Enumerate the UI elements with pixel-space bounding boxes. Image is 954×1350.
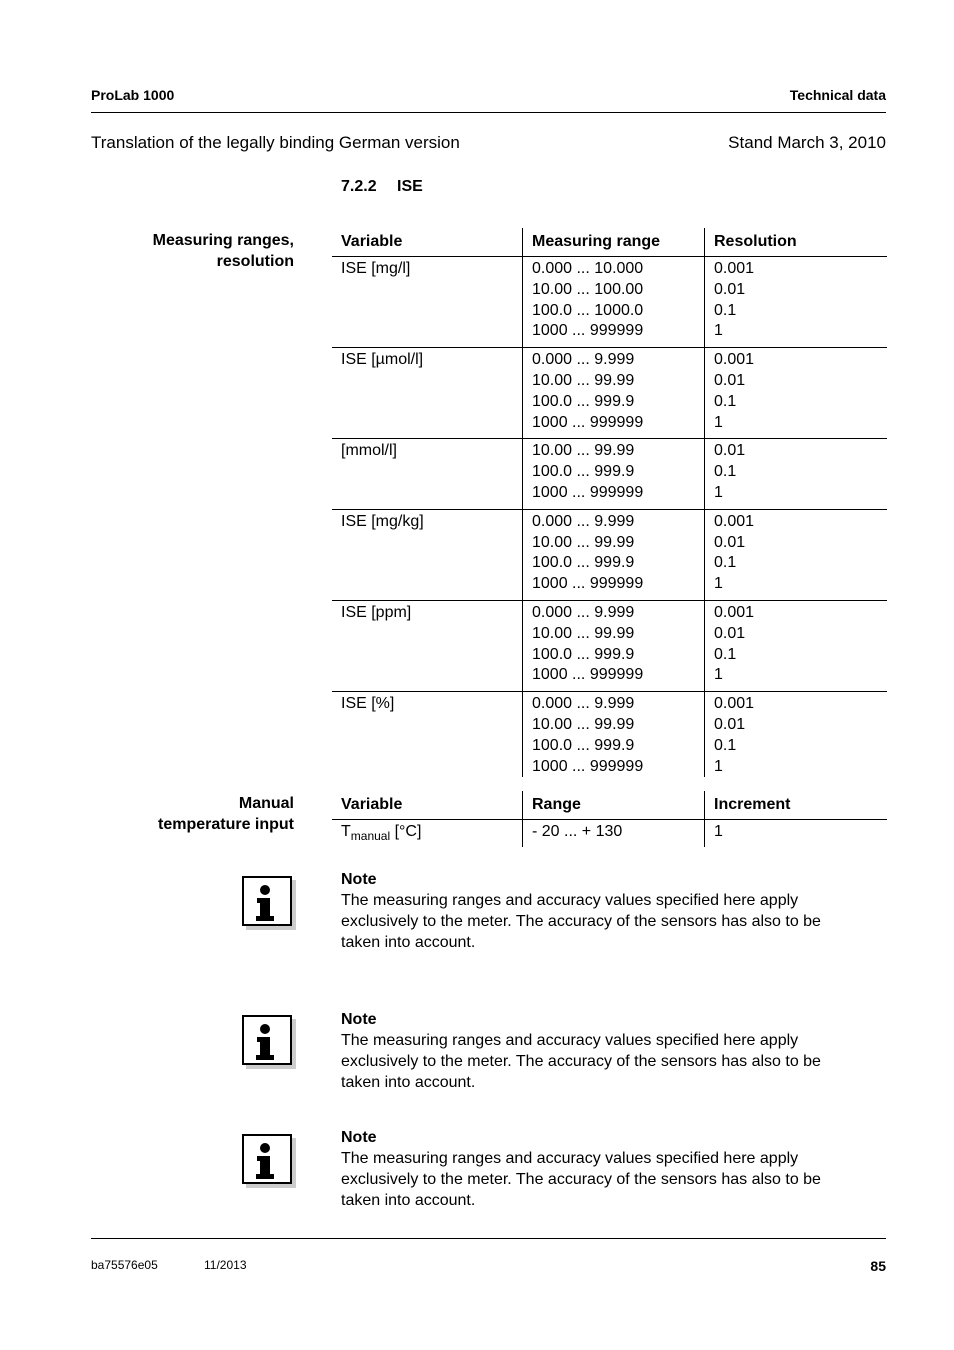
resolution-cell: 0.001 0.01 0.1 1 [705,348,888,439]
variable-cell: $T_{manual}$ [°C] [341,823,422,844]
range-cell: - 20 ... + 130 [523,820,705,847]
variable-cell: ISE [%] [332,692,523,778]
col-variable: Variable [332,228,523,257]
note-text: taken into account. [341,1074,476,1091]
range-cell: 10.00 ... 99.99 100.0 ... 999.9 1000 ... 999999 [523,439,705,509]
col-measuring-range: Measuring range [523,228,705,257]
doc-date: 11/2013 [204,1258,247,1272]
manual-temp-table [332,791,887,847]
note-1 [341,869,886,953]
variable-cell: ISE [mg/l] [341,260,411,277]
range-cell: 0.000 ... 9.999 10.00 ... 99.99 100.0 ... 999.9 1000 ... 999999 [523,509,705,600]
resolution-cell: 0.001 0.01 0.1 1 [705,509,888,600]
resolution-cell: 0.001 0.01 0.1 1 [705,600,888,691]
col-range: Range [523,791,705,820]
col-increment: Increment [705,791,888,820]
footer-rule [91,1238,886,1239]
note-text: exclusively to the meter. The accuracy of the sensors has also to be [341,913,821,930]
range-cell: 0.000 ... 9.999 10.00 ... 99.99 100.0 ... 999.9 1000 ... 999999 [523,600,705,691]
translation-note: Translation of the legally binding German version [91,133,460,152]
range-cell: 0.000 ... 9.999 10.00 ... 99.99 100.0 ... 999.9 1000 ... 999999 [523,348,705,439]
section-heading [341,178,423,196]
note-text: The measuring ranges and accuracy values specified here apply [341,892,799,909]
col-variable: Variable [332,791,523,820]
note-text: taken into account. [341,1192,476,1209]
resolution-cell: 0.001 0.01 0.1 1 [705,692,888,778]
table-row [332,257,887,348]
info-icon [242,1015,296,1069]
info-icon [242,876,296,930]
note-title: Note [341,1011,377,1028]
stand-date: Stand March 3, 2010 [728,133,886,152]
range-cell: 0.000 ... 10.000 10.00 ... 100.00 100.0 ... 1000.0 1000 ... 999999 [523,257,705,348]
note-title: Note [341,1129,377,1146]
note-text: exclusively to the meter. The accuracy of the sensors has also to be [341,1171,821,1188]
info-icon [242,1134,296,1188]
page-number: 85 [870,1258,886,1274]
variable-cell: ISE [µmol/l] [332,348,523,439]
manual-temp-side-label: Manual temperature input [157,795,294,833]
range-cell: 0.000 ... 9.999 10.00 ... 99.99 100.0 ... 999.9 1000 ... 999999 [523,692,705,778]
note-text: The measuring ranges and accuracy values specified here apply [341,1032,799,1049]
variable-cell: [mmol/l] [332,439,523,509]
ranges-side-label: Measuring ranges, resolution [152,232,294,270]
note-text: exclusively to the meter. The accuracy of the sensors has also to be [341,1053,821,1070]
note-2 [341,1009,886,1093]
resolution-cell: 0.001 0.01 0.1 1 [705,257,888,348]
variable-cell: ISE [mg/kg] [332,509,523,600]
note-3 [341,1127,886,1211]
note-title: Note [341,871,377,888]
manual-temp-table-header [332,791,887,820]
table-row [332,692,887,778]
col-resolution: Resolution [705,228,888,257]
header-chapter-title: Technical data [789,87,886,103]
header-rule [91,112,886,113]
increment-cell: 1 [705,820,888,847]
section-number: 7.2.2 [341,178,377,195]
note-text: taken into account. [341,934,476,951]
section-title: ISE [397,178,423,195]
variable-cell: ISE [ppm] [332,600,523,691]
resolution-cell: 0.01 0.1 1 [705,439,888,509]
table-row [332,348,887,439]
note-text: The measuring ranges and accuracy values specified here apply [341,1150,799,1167]
doc-id: ba75576e05 [91,1258,158,1272]
ranges-table [332,228,887,777]
ranges-table-header [332,228,887,257]
table-row [332,439,887,509]
table-row [332,820,887,847]
table-row [332,509,887,600]
table-row [332,600,887,691]
header-product-name: ProLab 1000 [91,87,175,103]
